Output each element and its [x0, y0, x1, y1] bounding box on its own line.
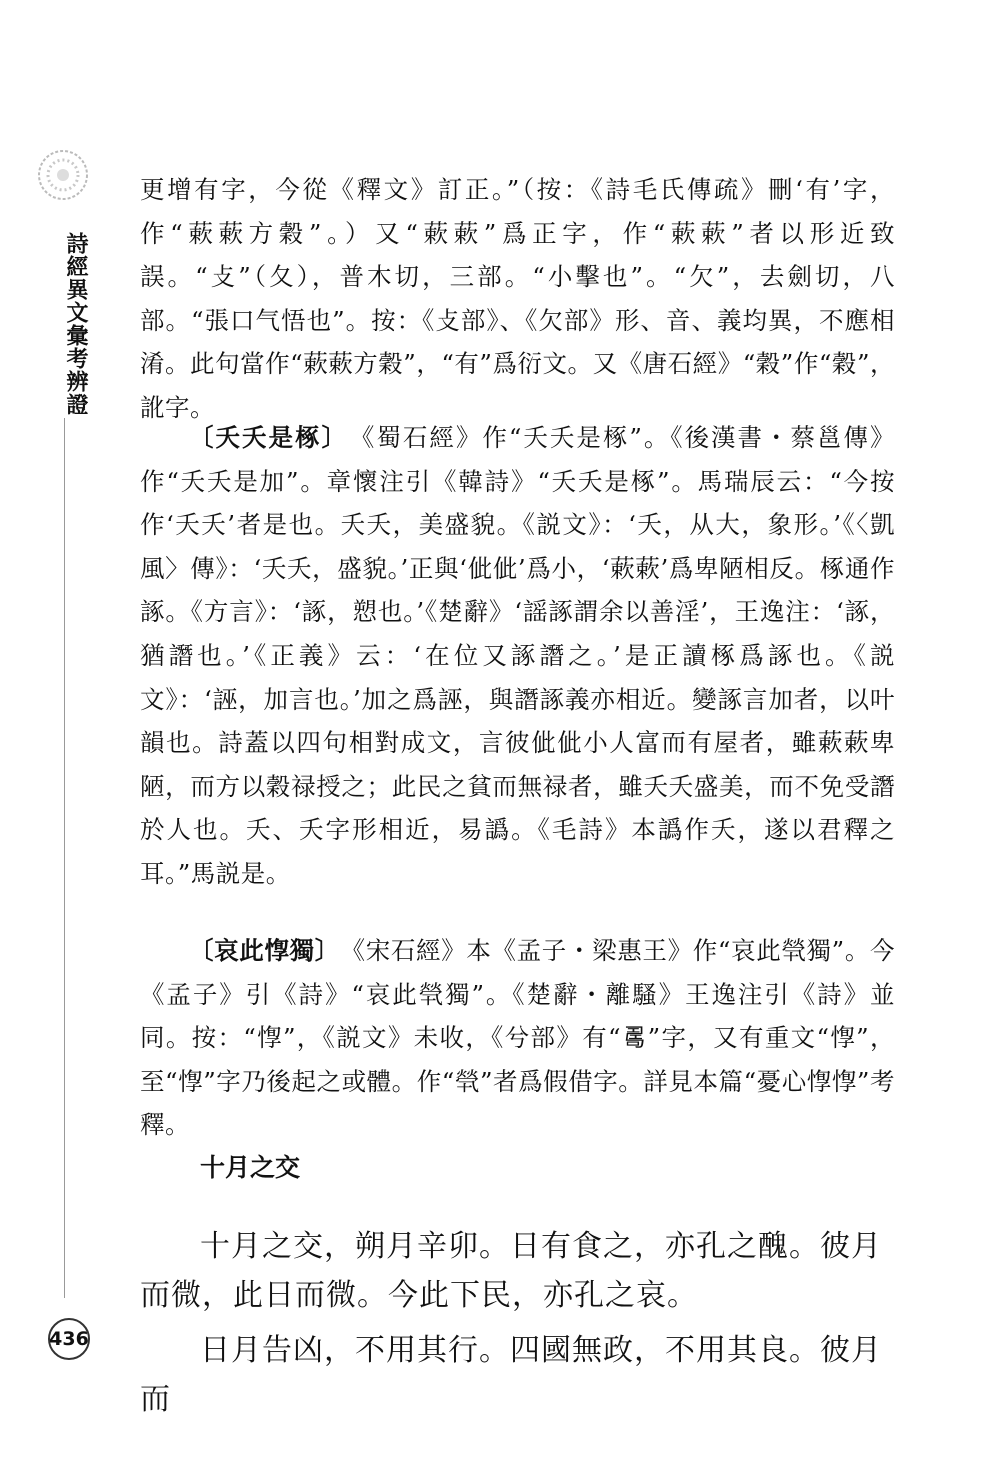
poem-text	[140, 1222, 895, 1424]
poem-stanza-1: 十月之交，朔月辛卯。日有食之，亦孔之醜。彼月而微，此日而微。今此下民，亦孔之哀。	[140, 1229, 882, 1313]
paragraph-text: 更增有字，今從《釋文》訂正。”（按：《詩毛氏傳疏》刪‘有’字，作“蔌蔌方穀”。）又“蔌蔌”爲正字，作“蔌蔌”者以形近致誤。“攴”（夂），普木切，三部。“小擊也”。“欠”，去劍切，八部。“張口气悟也”。按：《攴部》、《欠部》形、音、義均異，不應相淆。此句當作“蔌蔌方穀”，“有”爲衍文。又《唐石經》“穀”作“穀”，訛字。	[140, 175, 895, 422]
commentary-paragraph-2	[140, 416, 895, 896]
ornament-emblem-icon	[34, 146, 92, 204]
poem-stanza-2: 日月告凶，不用其行。四國無政，不用其良。彼月而	[140, 1333, 882, 1417]
commentary-paragraph-1	[140, 168, 895, 430]
commentary-paragraph-3	[140, 929, 895, 1147]
side-divider	[64, 418, 65, 1298]
section-title: 十月之交	[200, 1153, 301, 1182]
paragraph-text: 《宋石經》本《孟子・梁惠王》作“哀此煢獨”。今《孟子》引《詩》“哀此煢獨”。《楚辭・離騷》王逸注引《詩》並同。按：“惸”，《説文》未收，《兮部》有“𠷎”字，又有重文“惸”，至“惸”字乃後起之或體。作“煢”者爲假借字。詳見本篇“憂心惸惸”考釋。	[140, 936, 895, 1140]
running-title: 詩經異文彙考辨證	[63, 232, 88, 416]
paragraph-text: 《蜀石經》作“夭夭是椓”。《後漢書・蔡邕傳》作“夭夭是加”。章懷注引《韓詩》“夭夭是椓”。馬瑞辰云：“今按作‘夭夭’者是也。夭夭，美盛貌。《説文》：‘夭，从大，象形。’《〈凱風〉傳》：‘夭夭，盛貌。’正與‘佌佌’爲小，‘蔌蔌’爲卑陋相反。椓通作諑。《方言》：‘諑，愬也。’《楚辭》‘謡諑謂余以善淫’，王逸注：‘諑，猶譖也。’《正義》云：‘在位又諑譖之。’是正讀椓爲諑也。《説文》：‘誣，加言也。’加之爲誣，與譖諑義亦相近。變諑言加者，以叶韻也。詩蓋以四句相對成文，言彼佌佌小人富而有屋者，雖蔌蔌卑陋，而方以穀禄授之；此民之貧而無禄者，雖夭夭盛美，而不免受譖於人也。夭、夭字形相近，易譌。《毛詩》本譌作夭，遂以君釋之耳。”馬説是。	[140, 423, 895, 888]
page-number: 436	[49, 1328, 89, 1350]
headword: 〔哀此惸獨〕	[189, 936, 328, 965]
headword: 〔夭夭是椓〕	[189, 423, 336, 452]
